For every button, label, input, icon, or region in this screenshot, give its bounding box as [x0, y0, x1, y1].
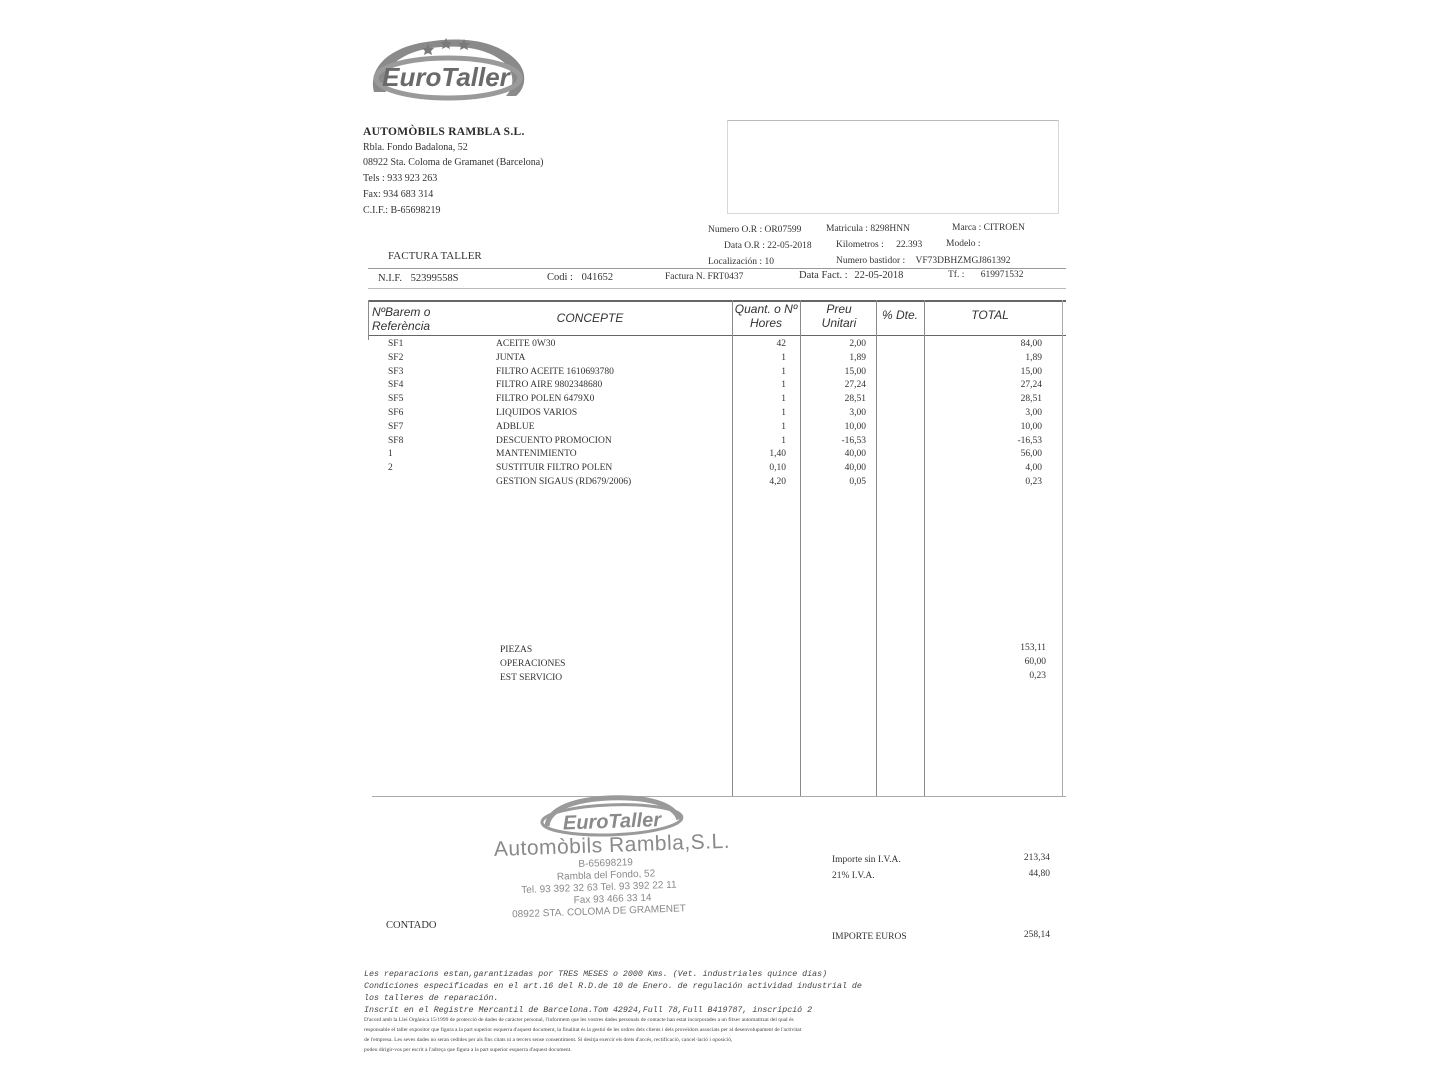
stamp-fax: Fax 93 466 33 14: [573, 892, 652, 907]
stamp-street: Rambla del Fondo, 52: [556, 868, 656, 883]
row-unit-price: 3,00: [849, 408, 866, 418]
or-number: Numero O.R : OR07599: [708, 225, 802, 235]
row-unit-price: 40,00: [844, 449, 866, 460]
row-concept: MANTENIMIENTO: [496, 449, 577, 460]
vat-value: 44,80: [1028, 869, 1050, 879]
total-value: 258,14: [1023, 930, 1050, 940]
row-unit-price: 10,00: [844, 421, 866, 432]
row-concept: GESTION SIGAUS (RD679/2006): [496, 477, 632, 487]
subtotal-label: OPERACIONES: [500, 658, 566, 669]
row-quantity: 1,40: [769, 449, 786, 460]
row-quantity: 1: [781, 435, 786, 446]
row-concept: DESCUENTO PROMOCION: [496, 435, 612, 446]
row-total: 28,51: [1020, 394, 1042, 405]
header-unit-price: Preu Unitari: [821, 302, 857, 330]
company-address: Rbla. Fondo Badalona, 52: [363, 142, 468, 153]
company-city: 08922 Sta. Coloma de Gramanet (Barcelona): [363, 157, 544, 168]
warranty-line-1: Les reparacions estan,garantizadas por TRES MESES o 2000 Kms. (Vet. industriales quince días): [364, 970, 828, 979]
subtotal-value: 60,00: [1024, 656, 1046, 667]
legal-line-3: de l'empresa. Les seves dades no seran cedides per als fins citats ni a tercers sense consentiment. Si desitja exercir els drets d'accés, rectificació, cancel·lació i oposició,: [364, 1037, 733, 1043]
row-concept: FILTRO POLEN 6479X0: [496, 394, 595, 405]
row-total: 1,89: [1025, 352, 1042, 363]
row-quantity: 1: [781, 421, 786, 432]
row-concept: ADBLUE: [496, 421, 535, 432]
row-reference: SF5: [388, 394, 404, 405]
row-quantity: 1: [781, 380, 786, 391]
legal-line-2: responsable el taller expositor que figura a la part superior esquerra d'aquest document, la finalitat és la gestió de les ordres dels clients i dels proveïdors associats per al desenvolupament de l'activitat: [364, 1027, 802, 1033]
client-code: Codi : 041652: [547, 272, 614, 283]
brand: Marca : CITROEN: [952, 223, 1025, 233]
stamp-phones: Tel. 93 392 32 63 Tel. 93 392 22 11: [521, 879, 677, 897]
kilometers: Kilometros : 22.393: [836, 240, 923, 250]
row-quantity: 1: [781, 366, 786, 377]
row-concept: ACEITE 0W30: [496, 339, 556, 349]
row-concept: SUSTITUIR FILTRO POLEN: [496, 463, 613, 474]
row-reference: 1: [388, 449, 393, 460]
row-concept: LIQUIDOS VARIOS: [496, 408, 578, 418]
company-phone: Tels : 933 923 263: [363, 173, 438, 184]
header-reference: NºBarem o Referència: [372, 305, 431, 333]
header-concept: CONCEPTE: [556, 311, 624, 325]
row-reference: SF2: [388, 352, 404, 363]
company-cif: C.I.F.: B-65698219: [363, 205, 441, 216]
company-name: AUTOMÒBILS RAMBLA S.L.: [363, 126, 525, 138]
row-unit-price: 1,89: [849, 352, 866, 363]
or-date: Data O.R : 22-05-2018: [724, 241, 812, 251]
row-total: -16,53: [1017, 435, 1042, 446]
frame-number: Numero bastidor : VF73DBHZMGJ861392: [836, 256, 1011, 266]
total-label: IMPORTE EUROS: [832, 932, 907, 942]
legal-line-4: podeu dirigir-vos per escrit a l'adreça que figura a la part superior esquerra d'aquest document.: [364, 1047, 572, 1053]
subtotal-value: 0,23: [1029, 670, 1046, 681]
row-total: 84,00: [1020, 339, 1042, 349]
row-unit-price: 0,05: [849, 477, 866, 487]
row-total: 3,00: [1025, 408, 1042, 418]
row-quantity: 4,20: [769, 477, 786, 487]
row-unit-price: 2,00: [849, 339, 866, 349]
client-address-box: [727, 120, 1059, 214]
row-reference: 2: [388, 463, 393, 474]
warranty-line-3: los talleres de reparación.: [364, 994, 499, 1003]
header-total: TOTAL: [971, 308, 1009, 322]
subtotal-label: EST SERVICIO: [500, 672, 563, 683]
row-concept: FILTRO ACEITE 1610693780: [496, 366, 614, 377]
row-concept: JUNTA: [496, 352, 526, 363]
stamp-name: Automòbils Rambla,S.L.: [493, 829, 731, 861]
client-phone: Tf. : 619971532: [948, 270, 1024, 280]
payment-method: CONTADO: [386, 920, 437, 931]
header-quantity: Quant. o Nº Hores: [734, 302, 798, 330]
row-quantity: 0,10: [769, 463, 786, 474]
plate-number: Matricula : 8298HNN: [826, 224, 910, 234]
row-unit-price: 28,51: [844, 394, 866, 405]
invoice-date: Data Fact. : 22-05-2018: [799, 270, 904, 281]
base-amount-value: 213,34: [1023, 853, 1050, 863]
row-total: 10,00: [1020, 421, 1042, 432]
row-reference: SF3: [388, 366, 404, 377]
registry-line: Inscrit en el Registre Mercantil de Barcelona.Tom 42924,Full 78,Full B419787, inscripció 2: [364, 1006, 813, 1015]
model: Modelo :: [946, 239, 981, 249]
row-unit-price: -16,53: [841, 435, 866, 446]
subtotal-value: 153,11: [1020, 643, 1046, 653]
vat-label: 21% I.V.A.: [832, 871, 875, 881]
warranty-line-2: Condiciones especificadas en el art.16 del R.D.de 10 de Enero. de regulación actividad industrial de: [364, 982, 862, 991]
eurotaller-logo: [366, 30, 531, 105]
row-quantity: 1: [781, 394, 786, 405]
base-amount-label: Importe sin I.V.A.: [832, 855, 901, 865]
svg-text:EuroTaller: EuroTaller: [382, 62, 510, 92]
row-reference: SF4: [388, 380, 404, 391]
row-total: 56,00: [1020, 449, 1042, 460]
row-total: 15,00: [1020, 366, 1042, 377]
company-stamp: [492, 787, 756, 926]
row-total: 0,23: [1025, 477, 1042, 487]
row-total: 4,00: [1025, 463, 1042, 474]
row-unit-price: 27,24: [844, 380, 866, 391]
row-reference: SF1: [388, 339, 404, 349]
header-discount: % Dte.: [881, 308, 918, 322]
subtotal-label: PIEZAS: [500, 645, 533, 655]
row-quantity: 1: [781, 408, 786, 418]
row-unit-price: 15,00: [844, 366, 866, 377]
row-reference: SF8: [388, 435, 404, 446]
row-reference: SF7: [388, 421, 404, 432]
document-title: FACTURA TALLER: [388, 250, 482, 262]
row-quantity: 1: [781, 352, 786, 363]
row-total: 27,24: [1020, 380, 1042, 391]
location: Localización : 10: [708, 257, 774, 267]
svg-text:EuroTaller: EuroTaller: [562, 809, 662, 835]
nif: N.I.F. 52399558S: [378, 273, 459, 284]
stamp-cif: B-65698219: [578, 857, 634, 871]
row-quantity: 42: [776, 339, 786, 349]
row-concept: FILTRO AIRE 9802348680: [496, 380, 603, 391]
row-reference: SF6: [388, 408, 404, 418]
invoice-number: Factura N. FRT0437: [665, 272, 744, 282]
legal-line-1: D'acord amb la Llei Orgànica 15/1999 de protecció de dades de caràcter personal, l'informem que les vostres dades personals de contacte han estat incorporades a un fitxer automatitzat del qual és: [364, 1017, 794, 1023]
company-fax: Fax: 934 683 314: [363, 189, 434, 200]
stamp-city: 08922 STA. COLOMA DE GRAMENET: [511, 903, 687, 921]
row-unit-price: 40,00: [844, 463, 866, 474]
